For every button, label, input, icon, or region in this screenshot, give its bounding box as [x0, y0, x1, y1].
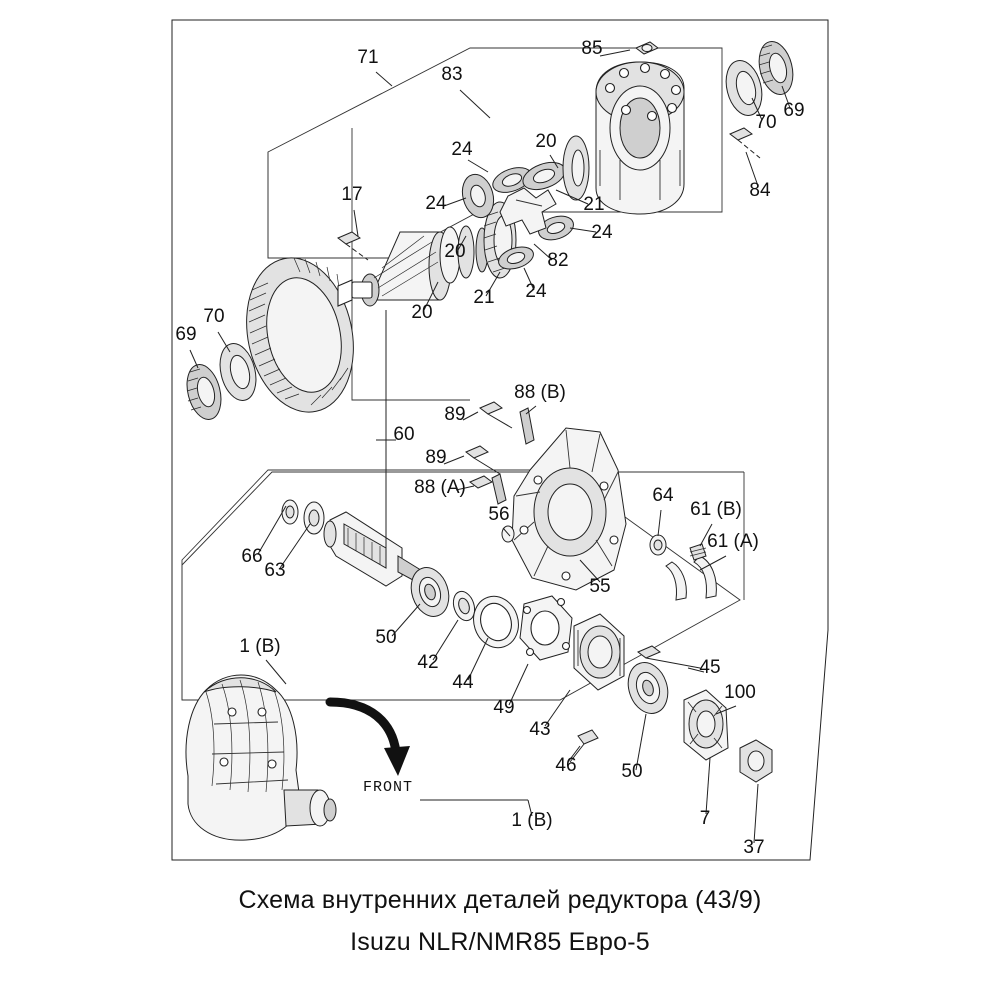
callout-50-a: 50 [375, 627, 397, 648]
callout-7: 7 [699, 808, 711, 829]
companion-flange-part [684, 690, 728, 760]
callout-61a: 61 (A) [707, 531, 759, 552]
callout-88b: 88 (B) [514, 382, 566, 403]
carrier-housing-part [512, 428, 626, 590]
callout-88a: 88 (A) [414, 477, 466, 498]
callout-82: 82 [547, 250, 569, 271]
callout-17: 17 [341, 184, 363, 205]
callout-24-a: 24 [451, 139, 473, 160]
callout-43: 43 [529, 719, 551, 740]
callout-1b-a: 1 (B) [239, 636, 281, 657]
callout-37: 37 [743, 837, 765, 858]
callout-60: 60 [393, 424, 415, 445]
callout-63: 63 [264, 560, 286, 581]
ring-gear-bearing-parts [182, 340, 262, 423]
caption-block [0, 880, 1000, 964]
callout-42: 42 [417, 652, 439, 673]
callout-20-c: 20 [411, 302, 433, 323]
front-direction-arrow [330, 702, 410, 776]
callout-70-b: 70 [203, 306, 225, 327]
gasket-plate-part [520, 596, 572, 660]
callout-89-b: 89 [425, 447, 447, 468]
callout-50-b: 50 [621, 761, 643, 782]
callout-44: 44 [452, 672, 474, 693]
callout-66: 66 [241, 546, 263, 567]
front-arrow-label: FRONT [362, 779, 414, 796]
callout-46: 46 [555, 755, 577, 776]
callout-64: 64 [652, 485, 674, 506]
callout-55: 55 [589, 576, 611, 597]
callout-84: 84 [749, 180, 771, 201]
callout-89-a: 89 [444, 404, 466, 425]
ring-gear-part [233, 248, 367, 422]
callout-45: 45 [699, 657, 721, 678]
bearing-cage-part [574, 614, 624, 690]
callout-49: 49 [493, 697, 515, 718]
callout-1b-b: 1 (B) [511, 810, 553, 831]
callout-24-b: 24 [591, 222, 613, 243]
callout-56: 56 [488, 504, 510, 525]
drive-pinion-part [352, 232, 451, 306]
pinion-nut-part [740, 740, 772, 782]
pinion-shaft-part [324, 512, 424, 586]
callout-100: 100 [724, 682, 756, 703]
oil-seal-parts [450, 589, 525, 654]
callout-69-a: 69 [783, 100, 805, 121]
callout-83: 83 [441, 64, 463, 85]
callout-61b: 61 (B) [690, 499, 742, 520]
pinion-shim-ring-parts [282, 500, 324, 534]
caption-subtitle: Isuzu NLR/NMR85 Евро-5 [350, 928, 650, 956]
callout-71: 71 [357, 47, 379, 68]
callout-20-a: 20 [535, 131, 557, 152]
callout-70-a: 70 [755, 112, 777, 133]
callout-21-b: 21 [473, 287, 495, 308]
differential-case-part [596, 62, 684, 214]
callout-24-c: 24 [425, 193, 447, 214]
caption-title: Схема внутренних деталей редуктора (43/9) [238, 886, 762, 914]
callout-24-d: 24 [525, 281, 547, 302]
callout-21-a: 21 [583, 194, 605, 215]
callout-20-b: 20 [444, 241, 466, 262]
callout-69-b: 69 [175, 324, 197, 345]
callout-85: 85 [581, 38, 603, 59]
thrust-washer-parts [563, 136, 589, 200]
pinion-bearing-part-2 [622, 657, 674, 718]
